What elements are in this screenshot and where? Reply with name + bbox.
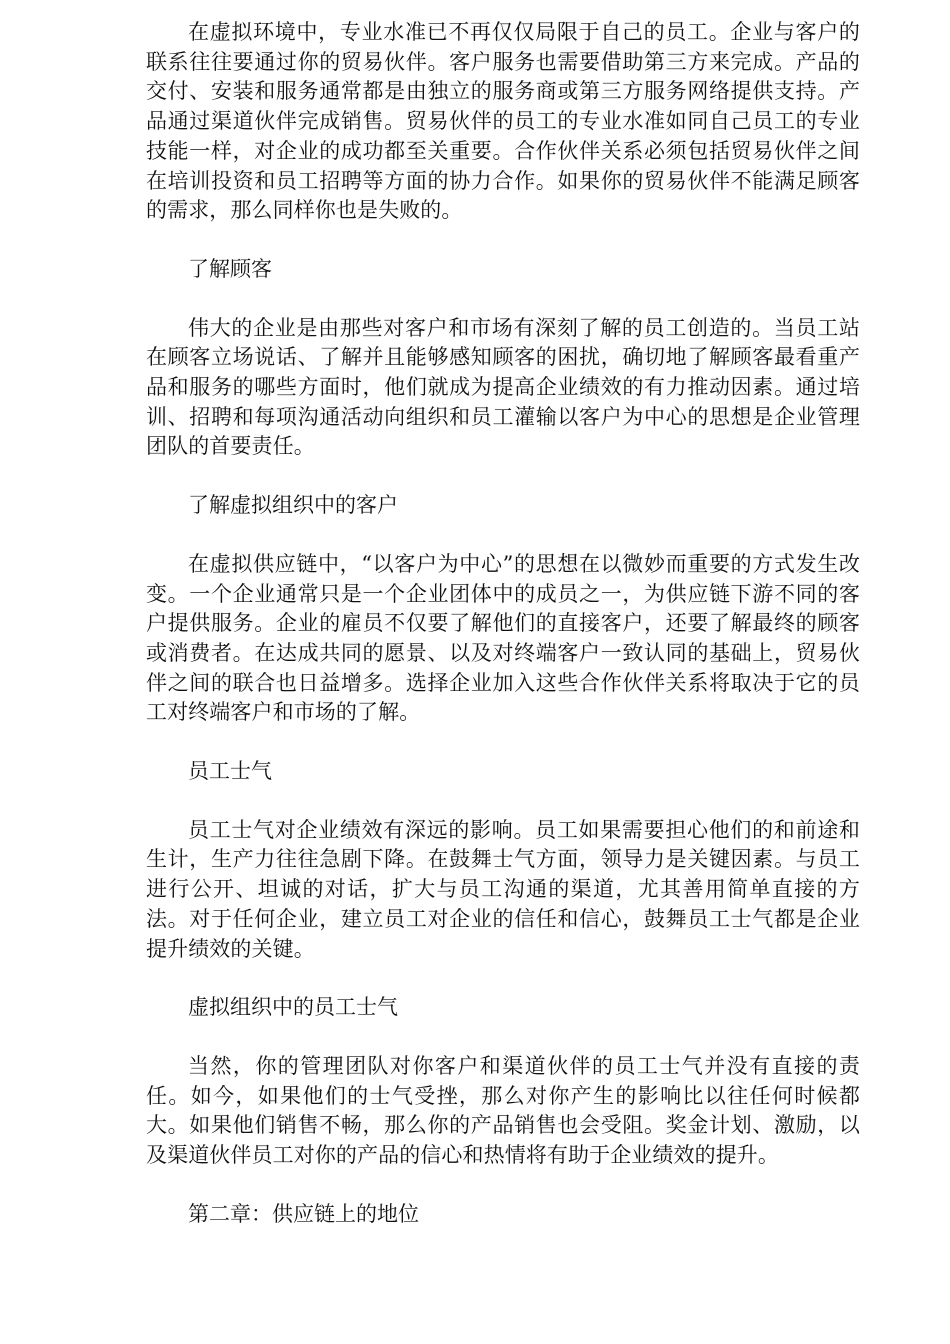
section-heading-virtual-org-morale: 虚拟组织中的员工士气: [188, 995, 398, 1020]
chapter-heading-supply-chain-position: 第二章：供应链上的地位: [188, 1201, 419, 1226]
paragraph-virtual-org-customers: 在虚拟供应链中，“以客户为中心”的思想在以微妙而重要的方式发生改变。一个企业通常只是一个企业团体中的成员之一，为供应链下游不同的客户提供服务。企业的雇员不仅要了解他们的直接客户，还要了解最终的顾客或消费者。在达成共同的愿景、以及对终端客户一致认同的基础上，贸易伙伴之间的联合也日益增多。选择企业加入这些合作伙伴关系将取决于它的员工对终端客户和市场的了解。: [146, 551, 860, 725]
paragraph-virtual-org-morale: 当然，你的管理团队对你客户和渠道伙伴的员工士气并没有直接的责任。如今，如果他们的士气受挫，那么对你产生的影响比以往任何时候都大。如果他们销售不畅，那么你的产品销售也会受阻。奖金计划、激励，以及渠道伙伴员工对你的产品的信心和热情将有助于企业绩效的提升。: [146, 1053, 860, 1168]
section-heading-employee-morale: 员工士气: [188, 759, 272, 784]
paragraph-understand-customers: 伟大的企业是由那些对客户和市场有深刻了解的员工创造的。当员工站在顾客立场说话、了解并且能够感知顾客的困扰，确切地了解顾客最看重产品和服务的哪些方面时，他们就成为提高企业绩效的有力推动因素。通过培训、招聘和每项沟通活动向组织和员工灌输以客户为中心的思想是企业管理团队的首要责任。: [146, 315, 860, 459]
paragraph-employee-morale: 员工士气对企业绩效有深远的影响。员工如果需要担心他们的和前途和生计，生产力往往急剧下降。在鼓舞士气方面，领导力是关键因素。与员工进行公开、坦诚的对话，扩大与员工沟通的渠道，尤其善用简单直接的方法。对于任何企业，建立员工对企业的信任和信心，鼓舞员工士气都是企业提升绩效的关键。: [146, 817, 860, 961]
section-heading-virtual-org-customers: 了解虚拟组织中的客户: [188, 493, 398, 518]
section-heading-understand-customers: 了解顾客: [188, 256, 272, 281]
paragraph-trade-partner-expertise: 在虚拟环境中，专业水准已不再仅仅局限于自己的员工。企业与客户的联系往往要通过你的贸易伙伴。客户服务也需要借助第三方来完成。产品的交付、安装和服务通常都是由独立的服务商或第三方服务网络提供支持。产品通过渠道伙伴完成销售。贸易伙伴的员工的专业水准如同自己员工的专业技能一样，对企业的成功都至关重要。合作伙伴关系必须包括贸易伙伴之间在培训投资和员工招聘等方面的协力合作。如果你的贸易伙伴不能满足顾客的需求，那么同样你也是失败的。: [146, 20, 860, 223]
document-page: [146, 18, 860, 1230]
